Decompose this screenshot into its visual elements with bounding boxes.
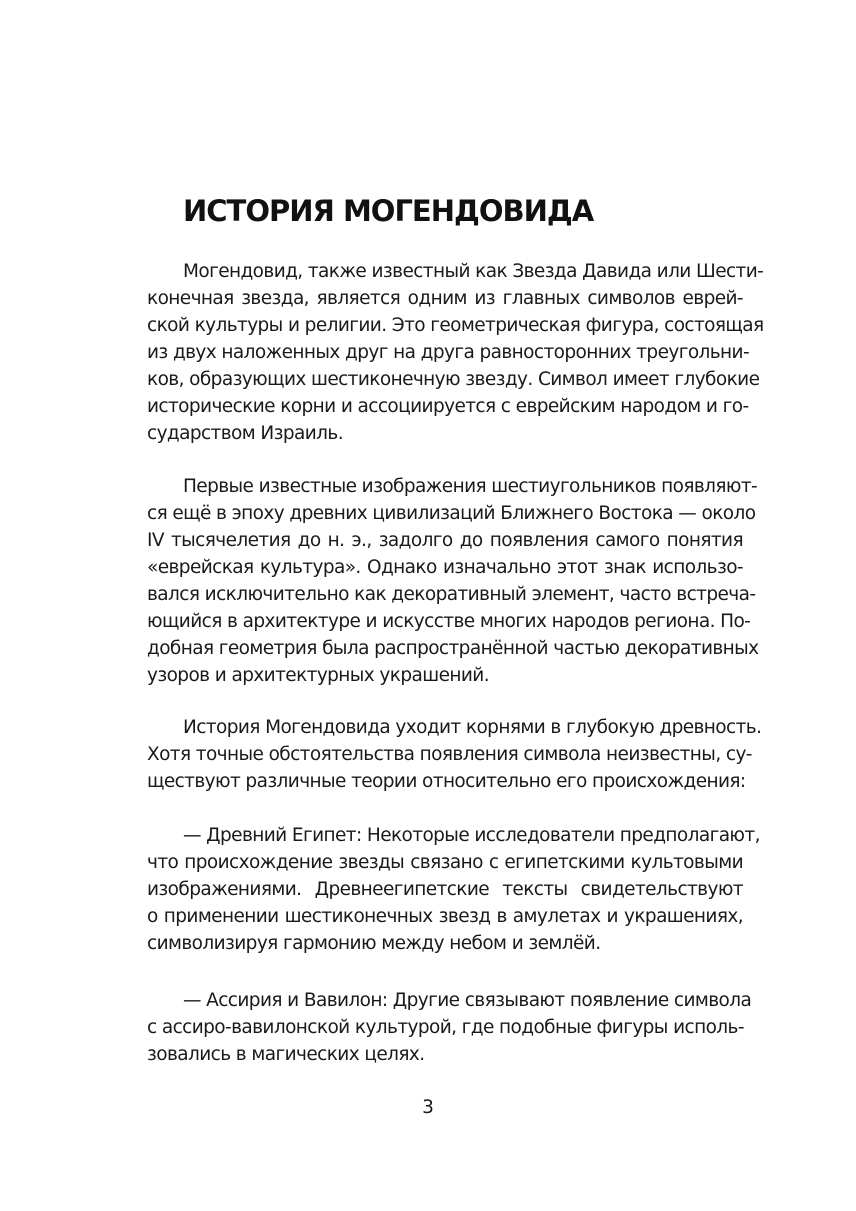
page-number: 3 bbox=[422, 1097, 434, 1118]
text-line: — Древний Египет: Некоторые исследователи предполагают, bbox=[183, 825, 760, 846]
text-line: с ассиро-вавилонской культурой, где подобные фигуры исполь- bbox=[147, 1017, 744, 1038]
text-line: Хотя точные обстоятельства появления символа неизвестны, су- bbox=[147, 744, 752, 765]
text-line: ющийся в архитектуре и искусстве многих народов региона. По- bbox=[147, 611, 751, 632]
text-line: Могендовид, также известный как Звезда Давида или Шести- bbox=[183, 261, 764, 282]
text-line: ществуют различные теории относительно его происхождения: bbox=[147, 771, 746, 792]
text-line: исторические корни и ассоциируется с еврейским народом и го- bbox=[147, 396, 749, 417]
text-line: из двух наложенных друг на друга равносторонних треугольни- bbox=[147, 342, 750, 363]
page-title: ИСТОРИЯ МОГЕНДОВИДА bbox=[183, 194, 594, 228]
paragraph-1 bbox=[147, 258, 764, 447]
paragraph-2 bbox=[147, 473, 759, 689]
text-line: ской культуры и религии. Это геометрическая фигура, состоящая bbox=[147, 315, 764, 336]
text-line: о применении шестиконечных звезд в амулетах и украшениях, bbox=[147, 906, 743, 927]
text-line: вался исключительно как декоративный элемент, часто встреча- bbox=[147, 584, 756, 605]
text-line: конечная звезда, является одним из главных символов еврей- bbox=[147, 288, 743, 309]
text-line: История Могендовида уходит корнями в глубокую древность. bbox=[183, 717, 762, 738]
text-line: IV тысячелетия до н. э., задолго до появления самого понятия bbox=[147, 530, 743, 551]
text-line: добная геометрия была распространённой частью декоративных bbox=[147, 638, 759, 659]
text-line: «еврейская культура». Однако изначально этот знак использо- bbox=[147, 557, 743, 578]
paragraph-3 bbox=[147, 714, 762, 795]
list-item-egypt bbox=[147, 822, 760, 957]
text-line: зовались в магических целях. bbox=[147, 1044, 425, 1065]
list-item-assyria bbox=[147, 987, 752, 1068]
text-line: символизируя гармонию между небом и землёй. bbox=[147, 933, 601, 954]
text-line: ков, образующих шестиконечную звезду. Символ имеет глубокие bbox=[147, 369, 760, 390]
text-line: изображениями. Древнеегипетские тексты свидетельствуют bbox=[147, 879, 743, 900]
text-line: сударством Израиль. bbox=[147, 423, 343, 444]
text-line: узоров и архитектурных украшений. bbox=[147, 665, 489, 686]
text-line: ся ещё в эпоху древних цивилизаций Ближнего Востока — около bbox=[147, 503, 756, 524]
text-line: Первые известные изображения шестиугольников появляют- bbox=[183, 476, 758, 497]
text-line: — Ассирия и Вавилон: Другие связывают появление символа bbox=[183, 990, 752, 1011]
text-line: что происхождение звезды связано с египетскими культовыми bbox=[147, 852, 743, 873]
